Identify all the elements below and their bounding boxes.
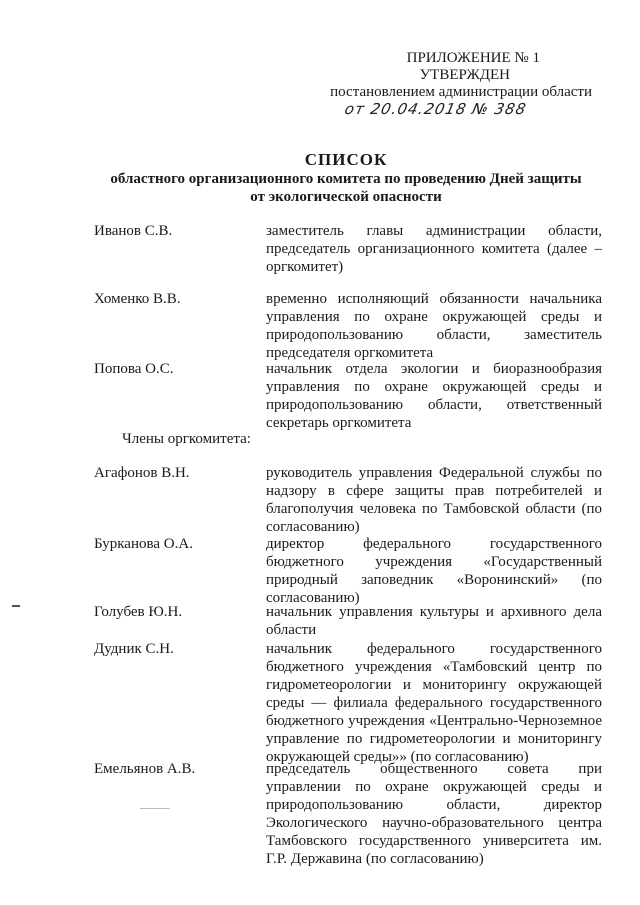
handwritten-date: от 20.04.2018 № 388 — [343, 100, 529, 118]
person-name: Хоменко В.В. — [94, 291, 181, 307]
person-role: руководитель управления Федеральной службы по надзору в сфере защиты прав потребителей и благополучия человека по Тамбовской области (по согласованию) — [266, 465, 602, 535]
person-role: заместитель главы администрации области, председатель организационного комитета (далее – оргкомитет) — [266, 223, 602, 275]
person-name: Голубев Ю.Н. — [94, 604, 183, 620]
person-name: Иванов С.В. — [94, 223, 173, 239]
person-name: Агафонов В.Н. — [94, 465, 190, 481]
person-role: начальник управления культуры и архивного дела области — [266, 604, 602, 638]
title-line-2: от экологической опасности — [250, 189, 442, 205]
document-title — [96, 150, 596, 206]
scan-speck — [140, 808, 170, 809]
title-main: СПИСОК — [304, 150, 388, 169]
person-role: председатель общественного совета при управлении по охране окружающей среды и природопользованию области, директор Экологического научно-образовательного центра Тамбовского государственного университета им. Г.Р. Державина (по согласованию) — [266, 761, 602, 867]
person-role: директор федерального государственного бюджетного учреждения «Государственный природный заповедник «Воронинский» (по согласованию) — [266, 536, 602, 606]
decree-line: постановлением администрации области — [330, 84, 592, 100]
person-name: Попова О.С. — [94, 361, 174, 377]
appendix-header — [330, 50, 592, 101]
person-role: временно исполняющий обязанности начальника управления по охране окружающей среды и природопользованию области, заместитель председателя оргкомитета — [266, 291, 602, 361]
person-name: Бурканова О.А. — [94, 536, 193, 552]
person-role: начальник федерального государственного бюджетного учреждения «Тамбовский центр по гидрометеорологии и мониторингу окружающей среды — филиала федерального государственного бюджетного учреждения «Центрально-Черноземное управление по гидрометеорологии и мониторингу окружающей среды»» (по согласованию) — [266, 641, 602, 765]
members-heading: Члены оргкомитета: — [122, 431, 251, 447]
title-line-1: областного организационного комитета по проведению Дней защиты — [110, 171, 582, 187]
person-name: Емельянов А.В. — [94, 761, 196, 777]
person-role: начальник отдела экологии и биоразнообразия управления по охране окружающей среды и природопользованию области, ответственный секретарь оргкомитета — [266, 361, 602, 431]
appendix-number: ПРИЛОЖЕНИЕ № 1 — [406, 50, 540, 66]
approved-label: УТВЕРЖДЕН — [419, 67, 510, 83]
scan-speck — [12, 605, 20, 607]
person-name: Дудник С.Н. — [94, 641, 174, 657]
